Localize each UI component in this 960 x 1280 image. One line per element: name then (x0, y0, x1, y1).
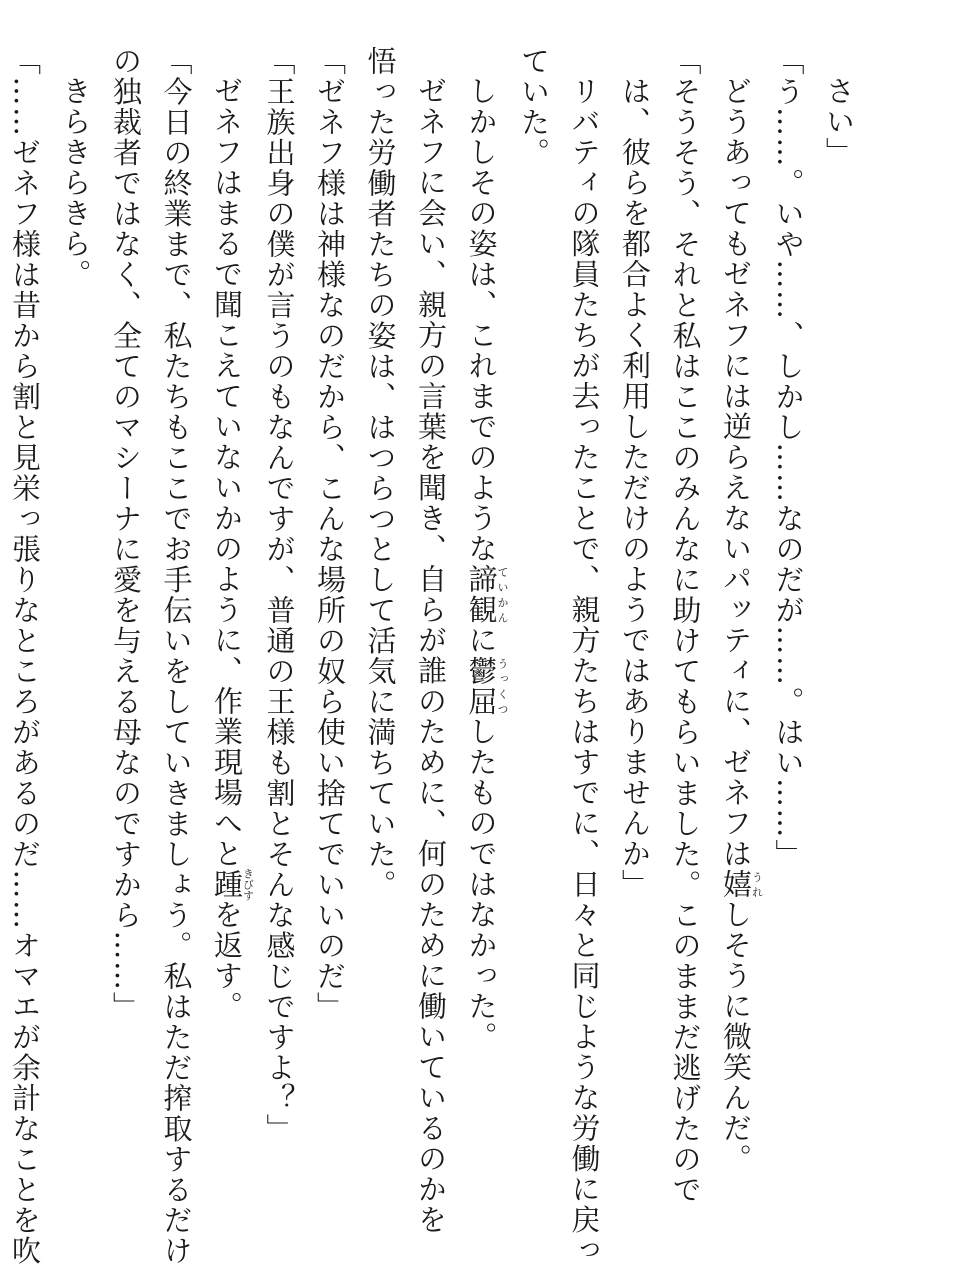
ruby-annotation (719, 869, 764, 900)
text-line: の独裁者ではなく、全てのマシーナに愛を与える母なのですから……」 (109, 46, 143, 1022)
text-line-part: を返す。 (210, 899, 244, 1022)
ruby-reading: うっくつ (496, 655, 509, 717)
ruby-annotation (464, 564, 509, 626)
ruby-reading: うれ (750, 869, 764, 900)
text-line: さい」 (822, 76, 856, 168)
ruby-reading: ていかん (496, 564, 509, 626)
ruby-annotation (464, 655, 509, 717)
text-line: 「う……。いや……、しかし……なのだが……。はい……」 (771, 46, 806, 870)
text-line: きらきらきら。 (58, 76, 93, 290)
text-line-part: しそうに微笑んだ。 (719, 899, 753, 1175)
text-line: 悟った労働者たちの姿は、はつらつとして活気に満ちていた。 (363, 46, 398, 900)
text-line (711, 46, 764, 1246)
text-line: 「そうそう、それと私はここのみんなに助けてもらいました。このままだ逃げたので (668, 46, 703, 1205)
text-line: 「王族出身の僕が言うのもなんですが、普通の王様も割とそんな感じですよ？」 (262, 46, 297, 1144)
ruby-base: 踵 (210, 868, 244, 902)
text-line-part: どうあってもゼネフには逆らえないパッティに、ゼネフは (719, 76, 753, 870)
text-line-part: に (464, 625, 499, 656)
text-line: 「ゼネフ様は神様なのだから、こんな場所の奴ら使い捨てでいいのだ」 (313, 46, 347, 1022)
text-line-part: しかしその姿は、これまでのような (464, 76, 499, 565)
ruby-base: 嬉 (719, 869, 753, 900)
text-line-part: したものではなかった。 (464, 716, 499, 1053)
text-line (456, 46, 509, 1246)
ruby-base: 鬱屈 (464, 655, 499, 717)
vertical-text-body (0, 46, 864, 1266)
text-line: 「……ゼネフ様は昔から割と見栄っ張りなところがあるのだ……オマエが余計なことを吹 (8, 46, 42, 1266)
text-line: ていた。 (517, 46, 551, 168)
ruby-annotation (210, 868, 255, 902)
text-line-part: ゼネフはまるで聞こえていないかのように、作業現場へと (210, 76, 244, 870)
ruby-reading: きびす (241, 868, 255, 902)
text-line: リバティの隊員たちが去ったことで、親方たちはすでに、日々と同じような労働に戻っ (567, 76, 602, 1266)
text-line: は、彼らを都合よく利用しただけのようではありませんか」 (618, 76, 652, 900)
text-line: ゼネフに会い、親方の言葉を聞き、自らが誰のために、何のために働いているのかを (414, 76, 448, 1236)
text-line (202, 46, 255, 1246)
text-line: 「今日の終業まで、私たちもここでお手伝いをしていきましょう。私はただ搾取するだけ (159, 46, 194, 1266)
ruby-base: 諦観 (464, 564, 499, 626)
